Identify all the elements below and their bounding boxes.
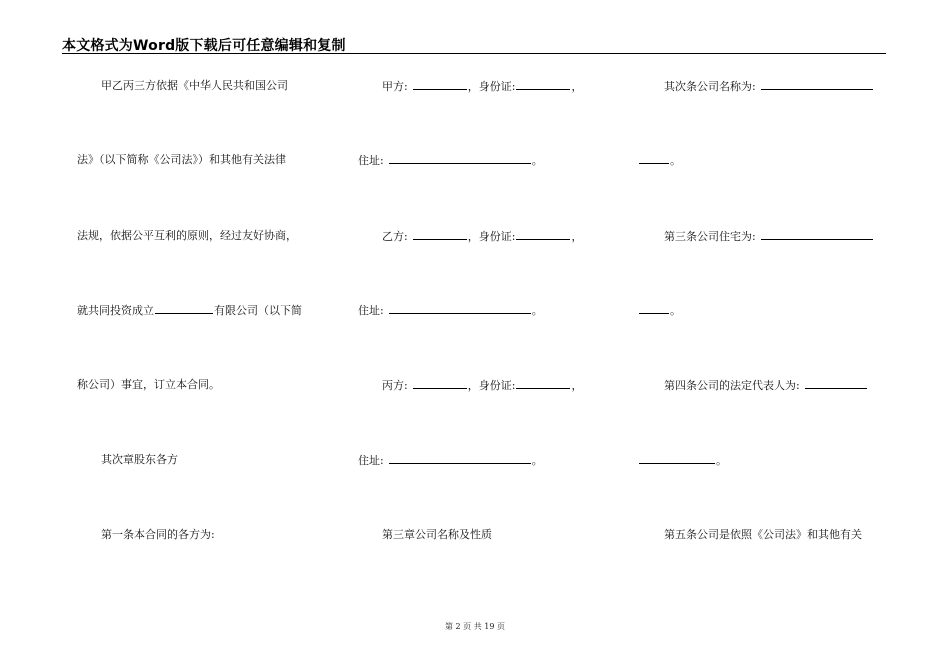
party-b-name-blank[interactable]: [413, 229, 467, 240]
text-line: 甲乙丙三方依据《中华人民共和国公司: [101, 79, 288, 92]
party-c-label: 丙方:: [382, 379, 408, 392]
legal-rep-blank[interactable]: [805, 378, 867, 389]
party-a-name-blank[interactable]: [413, 79, 467, 90]
period: 。: [670, 154, 681, 167]
page-number: 第 2 页 共 19 页: [445, 622, 505, 631]
party-a-label: 甲方:: [382, 80, 408, 93]
party-c-name-blank[interactable]: [413, 378, 467, 389]
party-b-id-blank[interactable]: [516, 229, 570, 240]
text-fragment: 有限公司（以下简: [214, 304, 302, 317]
period: 。: [531, 304, 543, 317]
chapter-heading: 第三章公司名称及性质: [382, 528, 492, 541]
party-a-address-blank[interactable]: [389, 153, 531, 164]
party-b-label: 乙方:: [382, 230, 408, 243]
article-text: 第四条公司的法定代表人为:: [664, 379, 800, 392]
party-b-address-line: [358, 303, 543, 318]
company-address-blank[interactable]: [761, 229, 873, 240]
period: 。: [716, 454, 727, 467]
party-b-line: [382, 229, 582, 244]
period: 。: [531, 154, 543, 167]
company-address-continuation-blank[interactable]: [639, 303, 669, 314]
header-divider: [62, 53, 886, 54]
party-c-id-blank[interactable]: [516, 378, 570, 389]
id-label: ，身份证:: [467, 80, 516, 93]
text-line: 称公司）事宜，订立本合同。: [77, 378, 220, 391]
company-address-line: [664, 229, 874, 244]
text-line: [77, 303, 302, 318]
legal-rep-line: [664, 378, 868, 393]
comma: ，: [571, 80, 583, 93]
comma: ，: [571, 379, 583, 392]
party-a-address-line: [358, 153, 543, 168]
party-c-line: [382, 378, 582, 393]
section-heading: 其次章股东各方: [101, 453, 178, 466]
address-label: 住址:: [358, 304, 384, 317]
text-line: 法》（以下简称《公司法》）和其他有关法律: [77, 153, 286, 166]
article-heading: 第一条本合同的各方为:: [101, 528, 215, 541]
party-a-line: [382, 79, 582, 94]
period: 。: [531, 454, 543, 467]
party-b-address-blank[interactable]: [389, 303, 531, 314]
party-a-id-blank[interactable]: [516, 79, 570, 90]
party-c-address-line: [358, 453, 543, 468]
article-text: 其次条公司名称为:: [664, 80, 756, 93]
text-line: 法规，依据公平互利的原则，经过友好协商，: [77, 229, 297, 242]
article-text: 第三条公司住宅为:: [664, 230, 756, 243]
address-label: 住址:: [358, 154, 384, 167]
company-name-blank[interactable]: [155, 303, 213, 314]
page-header-title: 本文格式为Word版下载后可任意编辑和复制: [62, 38, 346, 54]
address-label: 住址:: [358, 454, 384, 467]
company-name-field-blank[interactable]: [761, 79, 873, 90]
continuation-line: [639, 303, 681, 318]
legal-rep-continuation-blank[interactable]: [639, 453, 715, 464]
article-heading: 第五条公司是依照《公司法》和其他有关: [664, 528, 862, 541]
company-name-line: [664, 79, 874, 94]
company-name-continuation-blank[interactable]: [639, 153, 669, 164]
text-fragment: 就共同投资成立: [77, 304, 154, 317]
comma: ，: [571, 230, 583, 243]
continuation-line: [639, 153, 681, 168]
id-label: ，身份证:: [467, 230, 516, 243]
continuation-line: [639, 453, 727, 468]
period: 。: [670, 304, 681, 317]
party-c-address-blank[interactable]: [389, 453, 531, 464]
id-label: ，身份证:: [467, 379, 516, 392]
